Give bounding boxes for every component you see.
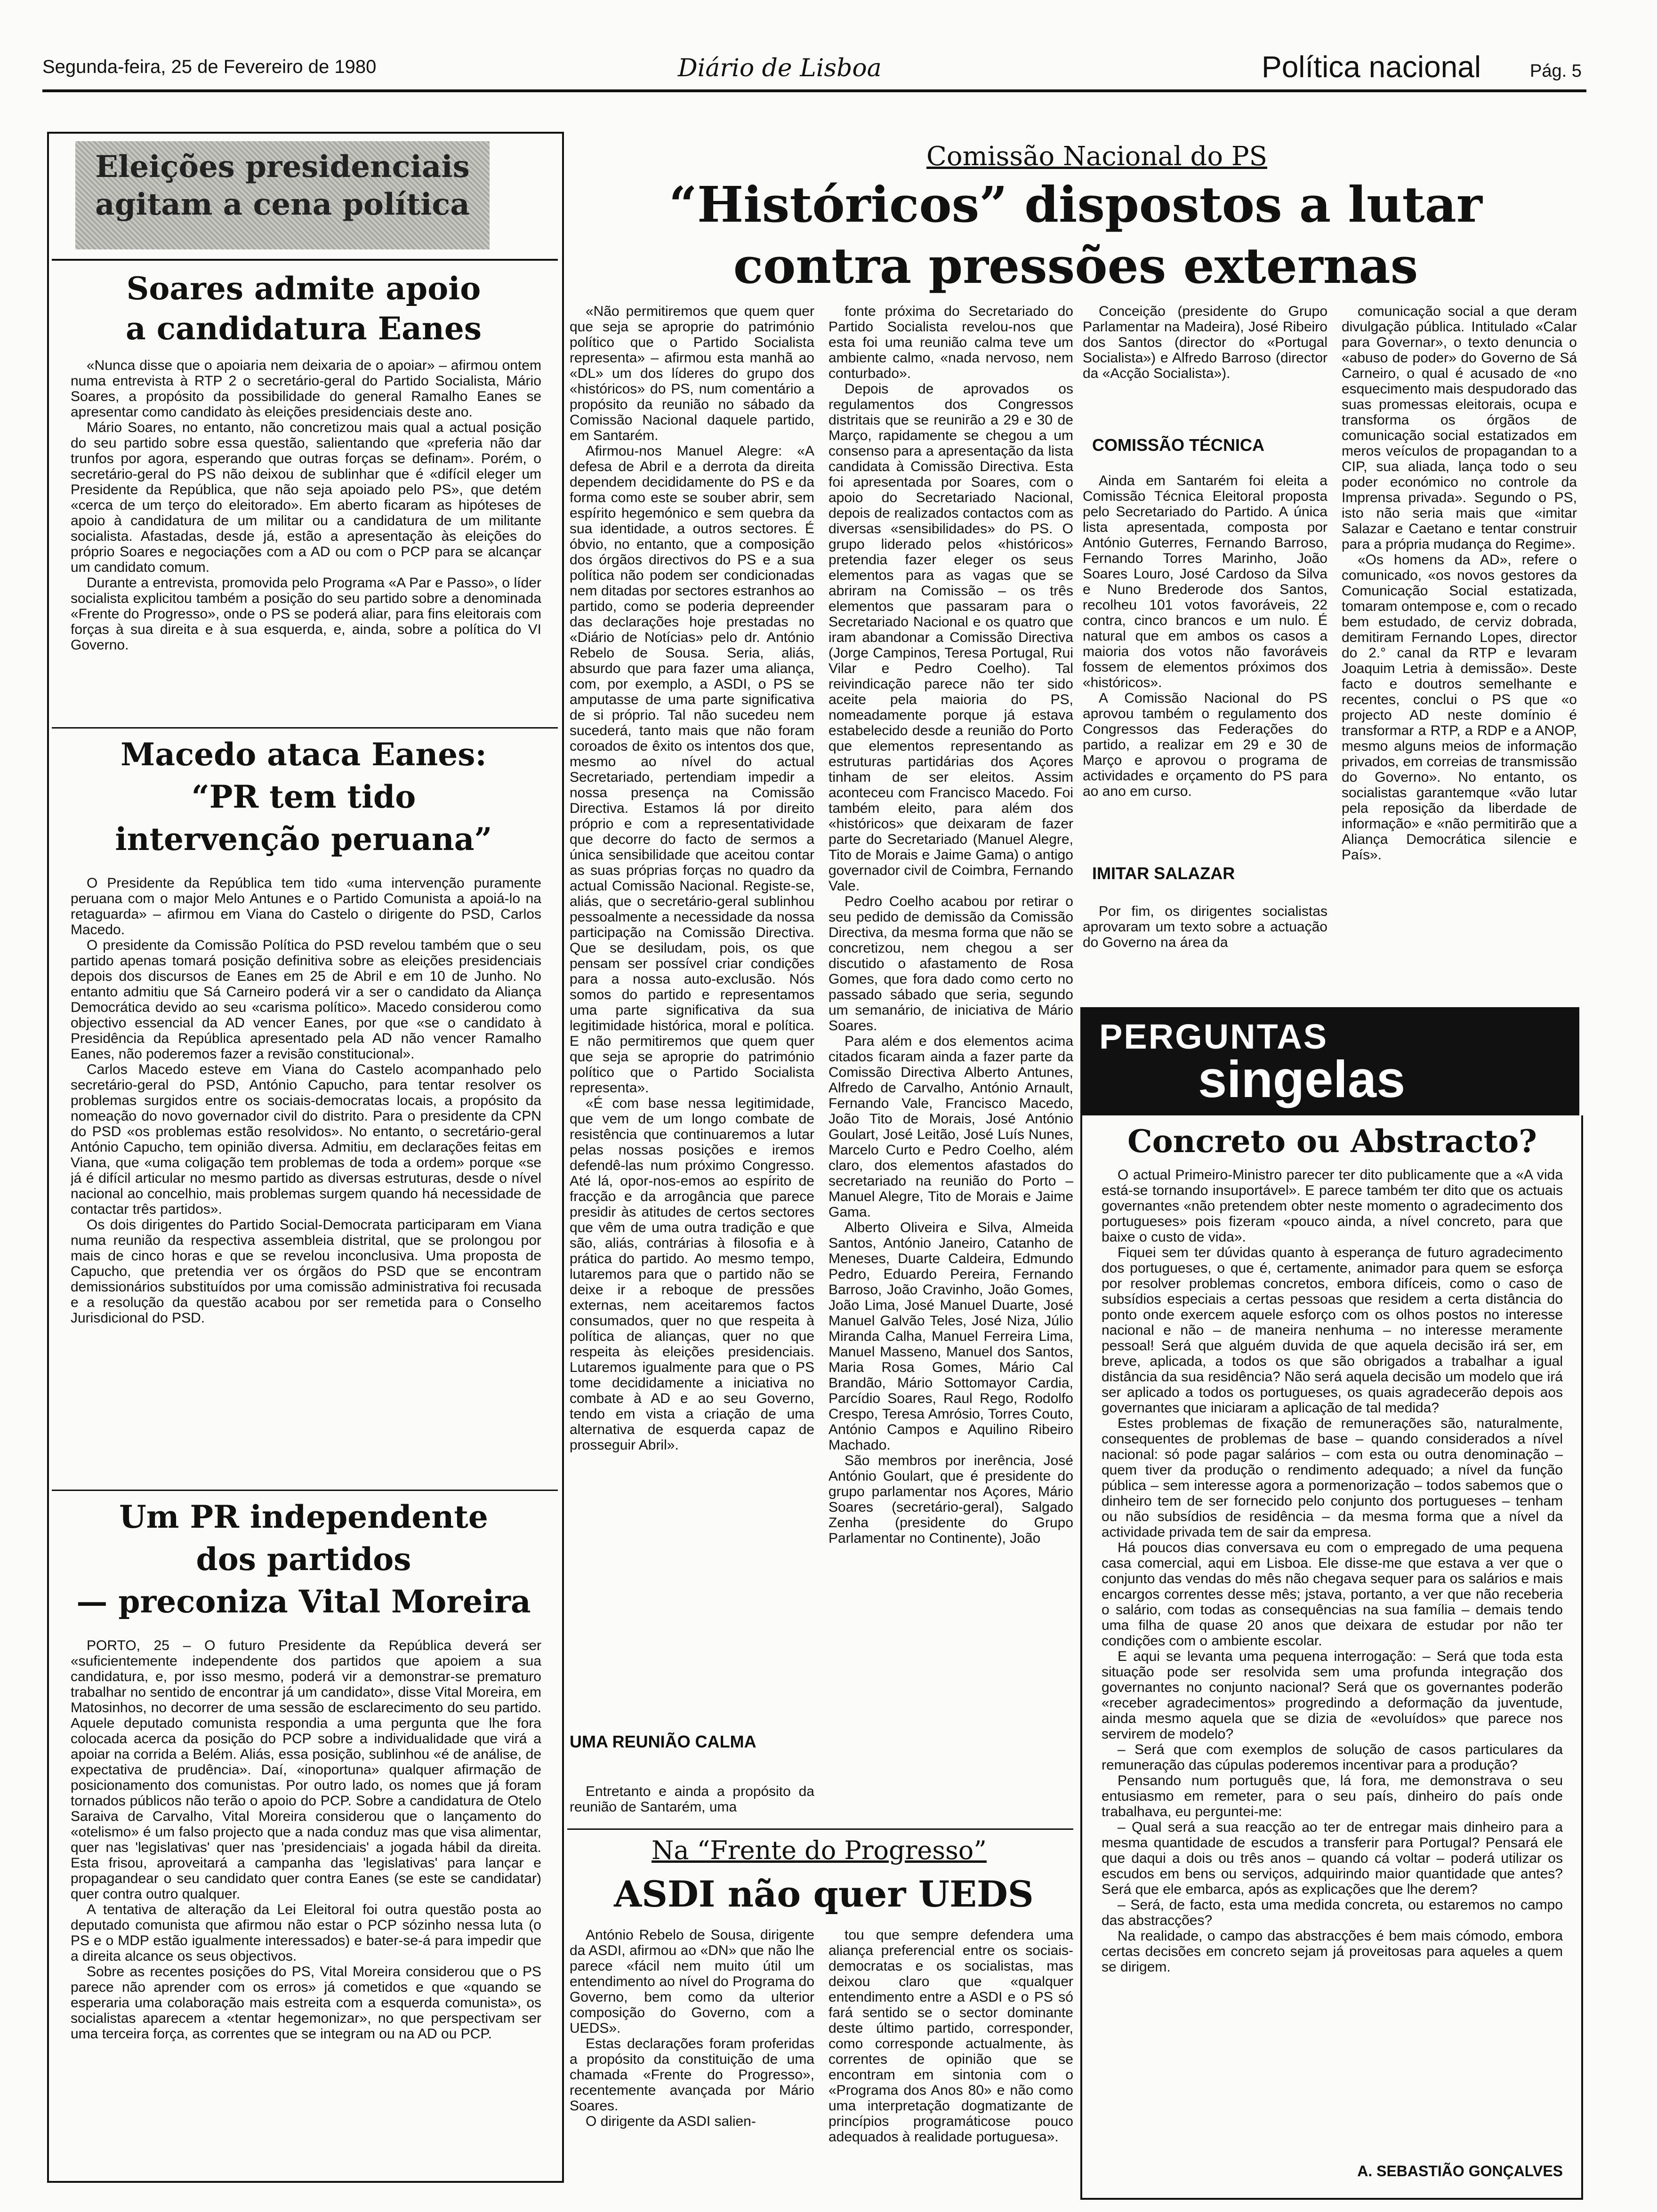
asdi-col1-paragraph: O dirigente da ASDI salien-	[586, 2114, 756, 2129]
a1-paragraph: Mário Soares, no entanto, não concretizou mais qual a actual posição do seu partido sobre essa questão, salientando que «preferia não dar trunfos por agora, esperando que outras forças se definam». Porém, o secretário-geral do PS não deixou de sublinhar que é «difícil eleger um Presidente da República, que não seja apoiado pelo PS», que detém «cerca de um terço do eleitorado». Em aberto ficaram as hipóteses de apoio à candidatura de um militar ou a candidatura de um militante socialista. Afastadas, desde já, estão a apresentação às eleições do próprio Soares e negociações com a AD ou com o PCP para se alcançar um candidato comum.	[71, 420, 541, 575]
a1-headline-line2: a candidatura Eanes	[125, 310, 482, 347]
center-col3-paragraph: A Comissão Nacional do PS aprovou também o regulamento dos Congressos das Federações do partido, a realizar em 29 e 30 de Março e aprovou o programa de actividades e orçamento do PS para ao ano em curso.	[1083, 690, 1327, 799]
a2-paragraph: Os dois dirigentes do Partido Social-Democrata participaram em Viana numa reunião da respectiva assembleia distrital, que se prolongou por mais de cinco horas e que se revelou inconclusiva. Uma proposta de Capucho, que pretendia ver os órgãos do PSD que se encontram demissionários substituídos por uma comissão administrativa foi recusada e a resolução da questão acabou por ser remetida para o Conselho Jurisdicional do PSD.	[71, 1217, 541, 1326]
center-kicker: Comissão Nacional do PS	[926, 141, 1267, 172]
a2-paragraph: O presidente da Comissão Política do PSD revelou também que o seu partido apenas tomará posição definitiva sobre as eleições presidenciais depois dos discursos de Eanes em 25 de Abril e em 10 de Junho. No entanto admitiu que Sá Carneiro poderá vir a ser o candidato da Aliança Democrática devido ao seu «carisma político». Macedo considerou como objectivo essencial da AD vencer Eanes, por que «se o candidato à Presidência da República apresentado pela AD não vencer Ramalho Eanes, não poderemos fazer a revisão constitucional».	[71, 938, 541, 1062]
center-col3-paragraph: Conceição (presidente do Grupo Parlamentar na Madeira), José Ribeiro dos Santos (director do «Portugal Socialista») e Alfredo Barroso (director da «Acção Socialista»).	[1083, 304, 1327, 381]
asdi-headline: ASDI não quer UEDS	[614, 1873, 1034, 1915]
masthead	[28, 47, 1582, 104]
banner-rule	[52, 259, 558, 261]
asdi-kicker: Na “Frente do Progresso”	[652, 1835, 987, 1865]
asdi-col2-paragraph: tou que sempre defendera uma aliança preferencial entre os sociais-democratas e os socialistas, mas deixou claro que «qualquer entendimento entre a ASDI e o PS só fará sentido se o sector dominante deste último partido, corresponder, como corresponde actualmente, às correntes de opinião que se encontram em sintonia com o «Programa dos Anos 80» e não como uma interpretação dogmatizante de princípios programáticose pouco adequados à realidade portuguesa».	[828, 1927, 1073, 2145]
a2-headline-line2: “PR tem tido	[191, 778, 416, 815]
center-col4-paragraph: comunicação social a que deram divulgação pública. Intitulado «Calar para Governar», o texto denuncia o «abuso de poder» do Governo de Sá Carneiro, o qual é acusado de «no esquecimento mais despudorado das suas promessas eleitorais, ocupa e transforma os órgãos de comunicação social estatizados em meros veículos de propagandan to a CIP, sua aliada, lança todo o seu poder económico no controle da Imprensa privada». Segundo o PS, isto não seria mais que «imitar Salazar e Caetano e tentar construir para a própria mudança do Regime».	[1342, 304, 1577, 552]
center-col2-paragraph: Depois de aprovados os regulamentos dos Congressos distritais que se reunirão a 29 e 30 de Março, rapidamente se chegou a um consenso para a apresentação da lista candidata à Comissão Directiva. Esta foi apresentada por Soares, com o apoio do Secretariado Nacional, depois de realizados contactos com as diversas «sensibilidades» do PS. O grupo liderado pelos «históricos» pretendia fazer eleger os seus elementos para as vagas que se abriram na Comissão – os três elementos que passaram para o Secretariado Nacional e os quatro que iram abandonar a Comissão Directiva (Jorge Campinos, Teresa Portugal, Rui Vilar e Pedro Coelho). Tal reivindicação parece não ter sido aceite pela maioria do PS, nomeadamente porque já estava estabelecido desde a reunião do Porto que elementos representando as estruturas partidárias dos Açores tinham de ser eleitos. Assim aconteceu com Francisco Macedo. Foi também eleito, para além dos «históricos» que deixaram de fazer parte do Secretariado (Manuel Alegre, Tito de Morais e Jaime Gama) o antigo governador civil de Coimbra, Fernando Vale.	[828, 381, 1073, 894]
a3-headline-line2: dos partidos	[196, 1541, 411, 1578]
perguntas-paragraph: E aqui se levanta uma pequena interrogação: – Será que toda esta situação pode ser resolvida sem uma profunda integração dos governantes no conjunto nacional? Será que os governantes poderão «receber agradecimentos» progredindo a deformação da juventude, ainda mesmo aquela que se dizia de «evoluídos» que parece nos servirem de modelo?	[1102, 1649, 1563, 1742]
masthead-section: Política nacional	[1262, 50, 1481, 84]
center-col3-paragraph: Ainda em Santarém foi eleita a Comissão Técnica Eleitoral proposta pelo Secretariado do Partido. A única lista apresentada, composta por António Guterres, Fernando Barroso, Fernando Torres Marinho, João Soares Louro, José Cardoso da Silva e Nuno Brederode dos Santos, recolheu 101 votos favoráveis, 22 contra, cinco brancos e um nulo. É natural que em ambos os casos a maioria dos votos não favoráveis fossem de elementos próximos dos «históricos».	[1083, 473, 1327, 690]
a3-paragraph: A tentativa de alteração da Lei Eleitoral foi outra questão posta ao deputado comunista que afirmou não estar o PCP sózinho nessa luta (o PS e o MDP estão igualmente interessados) e bater-se-á para impedir que a direita alcance os seus objectivos.	[71, 1902, 541, 1964]
perguntas-singelas-banner	[1080, 1007, 1579, 1115]
a1-rule	[52, 727, 558, 729]
perguntas-paragraph: Na realidade, o campo das abstracções é bem mais cómodo, embora certas decisões em concreto sejam já proveitosas para aqueles a quem se dirigem.	[1102, 1928, 1563, 1975]
a3-headline-line3: — preconiza Vital Moreira	[76, 1583, 531, 1620]
center-col3-c	[1083, 904, 1327, 970]
center-col1-paragraph: Afirmou-nos Manuel Alegre: «A defesa de Abril e a derrota da direita dependem decididamente do PS e da forma como este se souber abrir, sem espírito hegemónico e sem quebra da sua identidade, a outros sectores. É óbvio, no entanto, que a composição dos órgãos directivos do PS e a sua política não podem ser condicionadas nem ditadas por sectores estranhos ao partido, como se poderia depreender das declarações hoje prestadas no «Diário de Notícias» pelo dr. António Rebelo de Sousa. Seria, aliás, absurdo que para fazer uma aliança, com, por exemplo, a ASDI, o PS se amputasse de uma parte significativa de si próprio. Tal não sucedeu nem sucederá, tanto mais que não foram coroados de êxito os intentos dos que, mesmo ao nível do actual Secretariado, pertendiam impedir a nossa presença na Comissão Directiva. Estamos lá por direito próprio e com a representatividade que decorre do facto de sermos a única sensibilidade que aceitou contar as suas próprias forças no quadro da actual Comissão Nacional. Registe-se, aliás, que o secretário-geral sublinhou pessoalmente a necessidade da nossa participação na Comissão Directiva. Que se desiludam, pois, os que pensam ser possível criar condições para a nossa auto-exclusão. Nós somos do partido e representamos uma parte significativa da sua legitimidade histórica, moral e política. E não permitiremos que quem quer que seja se aproprie do património político que o Partido Socialista representa».	[570, 443, 814, 1096]
asdi-top-rule	[567, 1828, 1073, 1830]
perguntas-paragraph: O actual Primeiro-Ministro parecer ter dito publicamente que a «A vida está-se tornando insuportável». E parece também ter dito que os actuais governantes «não pretendem obter neste momento o agradecimento dos portugueses» pois fizeram «pouco ainda, a nível concreto, para que baixe o custo de vida».	[1102, 1167, 1563, 1245]
perguntas-paragraph: Estes problemas de fixação de remunerações são, naturalmente, consequentes de problemas de base – quando considerados a nível nacional: só pode pagar salários – com esta ou outra denominação – quem tiver da produção o rendimento adequado; a nível da função pública – sem interesse agora a pormenorização – todos sabemos que o dinheiro tem de ser fornecido pelo conjunto dos portugueses – tenham ou não subsídios de residência – da mesma forma que a nível da actividade privada tem de sair da empresa.	[1102, 1416, 1563, 1540]
sub-uma-reuniao: UMA REUNIÃO CALMA	[570, 1732, 756, 1751]
perguntas-paragraph: Fiquei sem ter dúvidas quanto à esperança de futuro agradecimento dos portugueses, o que é, certamente, animador para quem se esforça por resolver problemas concretos, embora difíceis, como o caso de subsídios especiais a certas pessoas que residem a certa distância do ponto onde exercem aquele esforço com os olhos postos no interesse nacional e não – de maneira nenhuma – no interesse meramente pessoal! Será que alguém duvida de que aquela decisão irá ser, em breve, aplicada, a todos os que são obrigados a trabalhar a igual distância da sua residência? Não será aquela decisão um modelo que irá ser aplicado a todos os portugueses, os quais agradecerão depois aos governantes que iniciaram a aplicação de tal medida?	[1102, 1245, 1563, 1416]
center-col2-paragraph: Pedro Coelho acabou por retirar o seu pedido de demissão da Comissão Directiva, da mesma forma que não se concretizou, nem chegou a ser discutido o afastamento de Rosa Gomes, que fora dado como certo no passado sábado que seria, segundo um semanário, de iniciativa de Mário Soares.	[828, 894, 1073, 1034]
asdi-col1-paragraph: Estas declarações foram proferidas a propósito da constituição de uma chamada «Frente do Progresso», recentemente avançada por Mário Soares.	[570, 2036, 814, 2114]
a2-paragraph: Carlos Macedo esteve em Viana do Castelo acompanhado pelo secretário-geral do PSD, António Capucho, para tentar resolver os problemas surgidos entre os sociais-democratas locais, a propósito da nomeação do novo governador civil do distrito. Para o presidente da CPN do PSD «os problemas estão resolvidos». No entanto, o secretário-geral António Capucho, tem opinião diversa. Admitiu, em declarações feitas em Viana, que «uma coligação tem problemas de toda a ordem» porque «se já é difícil articular no mesmo partido as diversas estruturas, desde o nível nacional ao concelhio, mais problemas surgem quando há necessidade de contactar três partidos».	[71, 1062, 541, 1217]
a3-paragraph: Sobre as recentes posições do PS, Vital Moreira considerou que o PS parece não aprender com os erros» já cometidos e que «quando se esperaria uma colaboração mais estreita com a esquerda comunista», os socialistas aparecem a «tentar hegemonizar», no que perspectivam ser uma terceira força, as correntes que se integram ou na AD ou PCP.	[71, 1964, 541, 2042]
a3-body	[71, 1638, 541, 2170]
perguntas-signature: A. SEBASTIÃO GONÇALVES	[1357, 2163, 1563, 2180]
center-col3-paragraph: Por fim, os dirigentes socialistas aprovaram um texto sobre a actuação do Governo na área da	[1083, 904, 1327, 950]
perguntas-label: PERGUNTAS	[1099, 1017, 1328, 1056]
sub-comissao-tecnica: COMISSÃO TÉCNICA	[1092, 435, 1265, 455]
a2-headline-line3: intervenção peruana”	[115, 821, 492, 858]
center-col1	[570, 304, 814, 1725]
a3-paragraph: PORTO, 25 – O futuro Presidente da República deverá ser «suficientemente independente dos partidos que apoiem a sua candidatura, e, por isso mesmo, poderá vir a demonstrar-se prematuro trabalhar no sentido de encontrar já um candidato», disse Vital Moreira, em Matosinhos, no decorrer de uma sessão de esclarecimento do seu partido. Aquele deputado comunista respondia a uma pergunta que lhe fora colocada acerca da posição do PCP sobre a individualidade que virá a apoiar na corrida a Belém. Aliás, essa posição, sublinhou «é de análise, de expectativa de prudência». Daí, «inoportuna» qualquer afirmação de posicionamento dos comunistas. Por outro lado, os nomes que já foram tornados públicos não terão o apoio do PCP. Sobre a candidatura de Otelo Saraiva de Carvalho, Vital Moreira considerou que o lançamento do «otelismo» é um falso projecto que a nada conduz mas que visa alimentar, quer nas 'legislativas' quer nas 'presidenciais' a jogada hábil da direita. Esta frisou, aproveitará a campanha das 'legislativas' para lançar e propagandear o seu candidato quer contra Eanes (se este se candidatar) quer contra outro qualquer.	[71, 1638, 541, 1902]
center-headline-line1: “Históricos” dispostos a lutar	[669, 176, 1482, 233]
asdi-col1	[570, 1927, 814, 2210]
center-col4	[1342, 304, 1577, 986]
center-col3-a	[1083, 304, 1327, 421]
perguntas-body	[1102, 1167, 1563, 2151]
masthead-date: Segunda-feira, 25 de Fevereiro de 1980	[42, 56, 377, 77]
center-col1-paragraph: «É com base nessa legitimidade, que vem de um longo combate de resistência que continuaremos a lutar pelas nossas posições e iremos defendê-las num próximo Congresso. Até lá, opor-nos-emos ao espírito de fracção e da arrogância que parece presidir às atitudes de certos sectores que vêm de uma outra tradição e que são, aliás, contrárias à filosofia e à prática do partido. Ao mesmo tempo, lutaremos para que o partido não se deixe ir a reboque de pressões externas, nem aceitaremos factos consumados, quer no que respeita à política de alianças, quer no que respeita às eleições presidenciais. Lutaremos igualmente para que o PS tome decididamente a iniciativa no combate à AD e ao seu Governo, tendo em vista a criação de uma alternativa de esquerda capaz de prosseguir Abril».	[570, 1096, 814, 1453]
a2-body	[71, 875, 541, 1487]
asdi-col2	[828, 1927, 1073, 2210]
a3-headline-line1: Um PR independente	[119, 1499, 488, 1535]
singelas-label: singelas	[1198, 1050, 1406, 1108]
a1-paragraph: Durante a entrevista, promovida pelo Programa «A Par e Passo», o líder socialista explicitou também a posição do seu partido sobre a denominada «Frente do Progresso», onde o PS se poderá aliar, para fins eleitorais com forças à sua direita e à sua esquerda, e, ainda, sobre a política do VI Governo.	[71, 575, 541, 653]
center-col1-end-paragraph: Entretanto e ainda a propósito da reunião de Santarém, uma	[570, 1784, 814, 1815]
a1-headline-line1: Soares admite apoio	[126, 270, 481, 307]
masthead-page-number: Pág. 5	[1530, 61, 1582, 81]
center-col2-paragraph: Alberto Oliveira e Silva, Almeida Santos, António Janeiro, Catanho de Meneses, Duarte Caldeira, Edmundo Pedro, Eduardo Pereira, Fernando Barroso, João Cravinho, João Gomes, João Lima, José Manuel Duarte, José Manuel Galvão Teles, José Niza, Júlio Miranda Calha, Manuel Ferreira Lima, Manuel Masseno, Manuel dos Santos, Maria Rosa Gomes, Mário Cal Brandão, Mário Sottomayor Cardia, Parcídio Soares, Raul Rego, Rodolfo Crespo, Teresa Amrósio, Torres Couto, António Campos e Aquilino Ribeiro Machado.	[828, 1220, 1073, 1453]
center-col4-paragraph: «Os homens da AD», refere o comunicado, «os novos gestores da Comunicação Social estatizada, tomaram ontempose e, com o recado bem estudado, de cerviz dobrada, demitiram Fernando Lopes, director do 2.° canal da RTP e levaram Joaquim Letria à demissão». Deste facto e doutros semelhante e recentes, conclui o PS que «o projecto AD neste domínio é transformar a RTP, a RDP e a ANOP, mesmo alguns meios de informação privados, em correias de transmissão do Governo». No entanto, os socialistas garantemque «vão lutar pela reposição da liberdade de informação» e «não permitirão que a Aliança Democrática silencie e País».	[1342, 552, 1577, 863]
a2-rule	[52, 1490, 558, 1491]
a2-headline-line1: Macedo ataca Eanes:	[121, 736, 487, 773]
banner-title: Eleições presidenciais agitam a cena política	[95, 149, 470, 222]
center-col2-paragraph: Para além e dos elementos acima citados ficaram ainda a fazer parte da Comissão Directiva Alberto Antunes, Alfredo de Carvalho, António Arnault, Fernando Vale, Francisco Macedo, João Tito de Morais, José António Goulart, José Leitão, José Luís Nunes, Marcelo Curto e Pedro Coelho, além claro, dos elementos afastados do secretariado na reunião do Porto – Manuel Alegre, Tito de Morais e Jaime Gama.	[828, 1034, 1073, 1220]
perguntas-paragraph: – Será, de facto, esta uma medida concreta, ou estaremos no campo das abstracções?	[1102, 1897, 1563, 1928]
perguntas-paragraph: – Será que com exemplos de solução de casos particulares da remuneração das cúpulas poderemos incentivar para a produção?	[1102, 1742, 1563, 1773]
a1-paragraph: «Nunca disse que o apoiaria nem deixaria de o apoiar» – afirmou ontem numa entrevista à RTP 2 o secretário-geral do Partido Socialista, Mário Soares, a propósito da possibilidade do general Ramalho Eanes se apresentar como candidato às eleições presidenciais deste ano.	[71, 358, 541, 420]
a1-body	[71, 358, 541, 725]
asdi-col1-paragraph: António Rebelo de Sousa, dirigente da ASDI, afirmou ao «DN» que não lhe parece «fácil nem muito útil um entendimento ao nível do Programa do Governo, bem como da ulterior composição do Governo, com a UEDS».	[570, 1927, 814, 2036]
center-col1-end	[570, 1784, 814, 1821]
perguntas-headline: Concreto ou Abstracto?	[1127, 1123, 1537, 1160]
perguntas-paragraph: Há poucos dias conversava eu com o empregado de uma pequena casa comercial, aqui em Lisboa. Ele disse-me que estava a ver que o conjunto das vendas do mês não chegava sequer para os salários e mais encargos correntes desse mês; jstava, portanto, a ver que não receberia o salário, com todas as consequências na sua família – demais tendo uma filha de quase 20 anos que deixara de estudar por não ter condições com o ambiente escolar.	[1102, 1540, 1563, 1649]
masthead-rule	[42, 89, 1586, 92]
center-col1-paragraph: «Não permitiremos que quem quer que seja se aproprie do património político que o Partido Socialista representa» – afirmou esta manhã ao «DL» um dos líderes do grupo dos «históricos» do PS, num comentário a propósito da reunião no sábado da Comissão Nacional daquele partido, em Santarém.	[570, 304, 814, 443]
perguntas-paragraph: Pensando num português que, lá fora, me demonstrava o seu entusiasmo em remeter, para o seu país, dinheiro do país onde trabalhava, eu perguntei-me:	[1102, 1773, 1563, 1819]
center-col2-paragraph: fonte próxima do Secretariado do Partido Socialista revelou-nos que esta foi uma reunião calma teve um ambiente calmo, «nada nervoso, nem conturbado».	[828, 304, 1073, 381]
masthead-newspaper-title: Diário de Lisboa	[678, 54, 882, 82]
center-col3-b	[1083, 473, 1327, 850]
perguntas-paragraph: – Qual será a sua reacção ao ter de entregar mais dinheiro para a mesma quantidade de escudos a transferir para Portugal? Pensará ele que daqui a dois ou três anos – quando cá voltar – poderá utilizar os escudos em bens ou serviços, adquirindo maior quantidade que antes? Será que ele embarca, após as explicações que lhe derem?	[1102, 1819, 1563, 1897]
center-headline-line2: contra pressões externas	[733, 237, 1418, 295]
center-col2	[828, 304, 1073, 1824]
a2-paragraph: O Presidente da República tem tido «uma intervenção puramente peruana com o major Melo Antunes e o Partido Comunista a apoiá-lo na retaguarda» – afirmou em Viana do Castelo o dirigente do PSD, Carlos Macedo.	[71, 875, 541, 938]
center-col2-paragraph: São membros por inerência, José António Goulart, que é presidente do grupo parlamentar nos Açores, Mário Soares (secretário-geral), Salgado Zenha (presidente do Grupo Parlamentar no Continente), João	[828, 1453, 1073, 1546]
sub-imitar-salazar: IMITAR SALAZAR	[1092, 864, 1235, 883]
